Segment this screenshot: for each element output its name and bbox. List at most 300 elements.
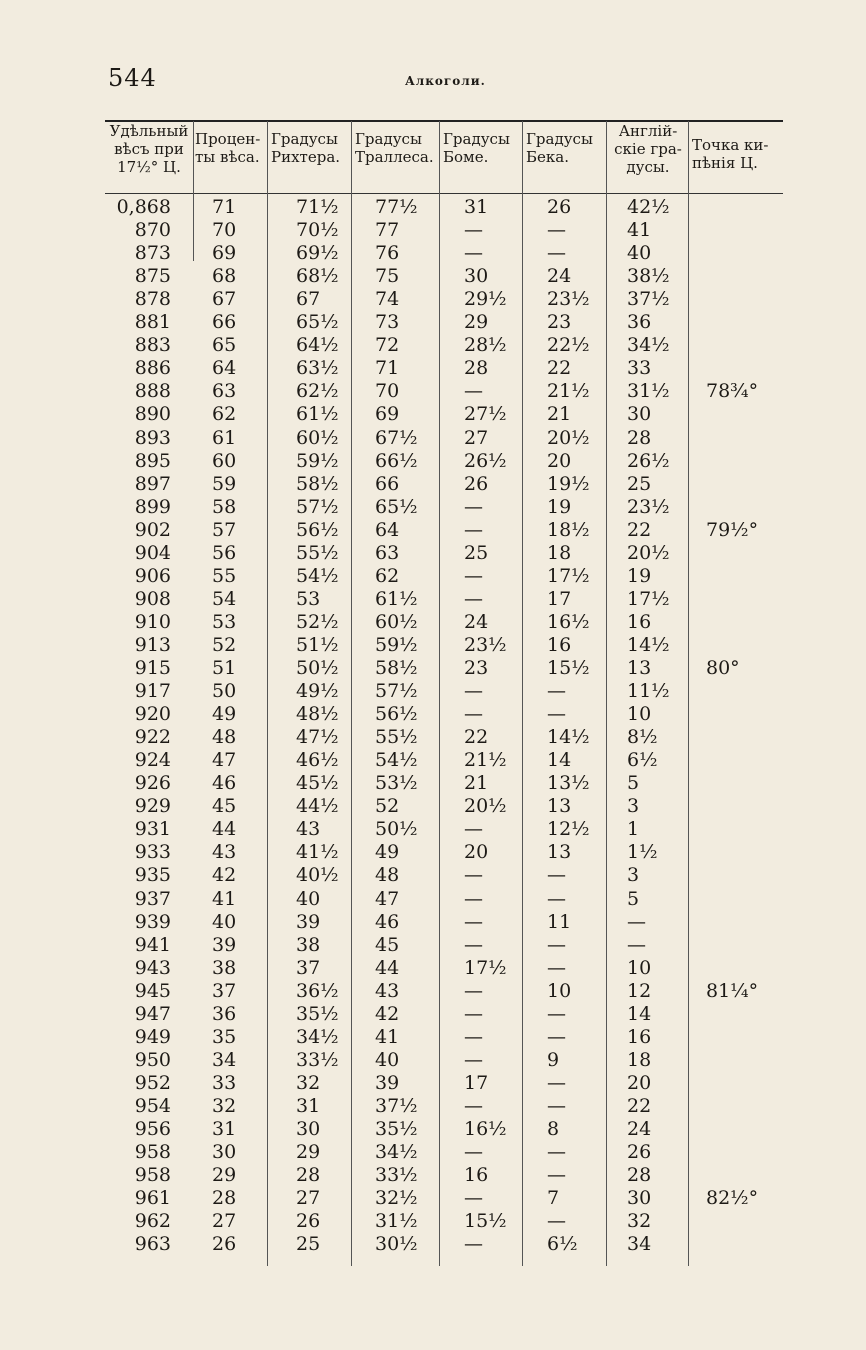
cell-english: 10 (627, 956, 652, 979)
cell-tralles: 72 (375, 334, 400, 357)
cell-specific-gravity: 947 (134, 1002, 171, 1025)
cell-english: 6½ (627, 749, 658, 772)
cell-baume: 29½ (464, 288, 507, 311)
cell-richter: 61½ (296, 403, 339, 426)
cell-richter: 30 (296, 1118, 321, 1140)
cell-beck: — (547, 1094, 566, 1117)
cell-beck: 13½ (547, 772, 590, 795)
cell-richter: 53 (296, 587, 321, 610)
cell-baume: 28 (464, 357, 489, 380)
table-row (0, 519, 866, 542)
cell-tralles: 74 (375, 288, 400, 311)
cell-beck: 18½ (547, 518, 590, 541)
cell-richter: 69½ (296, 242, 339, 265)
table-row (0, 1049, 866, 1072)
cell-tralles: 63 (375, 541, 400, 564)
cell-richter: 65½ (296, 311, 339, 334)
header-boiling-point: Точка ки-пѣнія Ц. (692, 136, 769, 172)
table-row (0, 749, 866, 772)
cell-english: 20½ (627, 541, 670, 564)
cell-beck: 21½ (547, 380, 590, 403)
cell-english: 5 (627, 772, 640, 795)
cell-english: 12 (627, 979, 652, 1002)
cell-richter: 38 (296, 933, 321, 956)
cell-english: 34 (627, 1233, 652, 1256)
cell-english: 16 (627, 610, 652, 633)
cell-percent-weight: 38 (212, 956, 237, 979)
header-percent-weight: Процен-ты вѣса. (195, 130, 261, 166)
cell-tralles: 48 (375, 864, 400, 887)
header-beck: Градусы Бека. (526, 130, 593, 166)
cell-percent-weight: 44 (212, 818, 237, 841)
cell-baume: — (464, 1141, 483, 1164)
cell-tralles: 35½ (375, 1118, 418, 1140)
cell-tralles: 73 (375, 311, 400, 334)
cell-specific-gravity: 956 (134, 1118, 171, 1140)
cell-beck: 19 (547, 495, 572, 518)
cell-richter: 37 (296, 956, 321, 979)
cell-english: 19 (627, 564, 652, 587)
cell-baume: 16 (464, 1164, 489, 1187)
cell-tralles: 56½ (375, 703, 418, 726)
cell-beck: 17 (547, 587, 572, 610)
cell-tralles: 66½ (375, 449, 418, 472)
cell-specific-gravity: 917 (134, 680, 171, 703)
cell-specific-gravity: 873 (134, 242, 171, 265)
cell-boiling-point: 82½° (706, 1187, 759, 1210)
cell-specific-gravity: 886 (134, 357, 171, 380)
cell-richter: 34½ (296, 1025, 339, 1048)
cell-tralles: 60½ (375, 610, 418, 633)
cell-specific-gravity: 963 (134, 1233, 171, 1256)
header-english: Англій-скіе гра-дусы. (614, 122, 682, 176)
cell-percent-weight: 30 (212, 1141, 237, 1164)
cell-english: 40 (627, 242, 652, 265)
cell-baume: — (464, 380, 483, 403)
cell-boiling-point: 80° (706, 657, 740, 679)
cell-english: 16 (627, 1025, 652, 1048)
cell-specific-gravity: 958 (134, 1141, 171, 1164)
cell-beck: — (547, 887, 566, 910)
cell-boiling-point: 78¾° (706, 380, 759, 403)
table-row (0, 772, 866, 795)
cell-richter: 52½ (296, 610, 339, 633)
table-row (0, 496, 866, 519)
table-row (0, 911, 866, 934)
cell-percent-weight: 35 (212, 1025, 237, 1048)
table-row (0, 334, 866, 357)
cell-english: 28 (627, 426, 652, 449)
cell-english: 26½ (627, 449, 670, 472)
cell-english: 34½ (627, 334, 670, 357)
cell-richter: 70½ (296, 219, 339, 242)
cell-percent-weight: 69 (212, 242, 237, 265)
cell-percent-weight: 58 (212, 495, 237, 518)
cell-specific-gravity: 888 (134, 380, 171, 403)
cell-english: 32 (627, 1210, 652, 1233)
table-row (0, 864, 866, 887)
cell-percent-weight: 27 (212, 1210, 237, 1233)
cell-specific-gravity: 931 (134, 818, 171, 841)
table-row (0, 657, 866, 680)
cell-tralles: 34½ (375, 1141, 418, 1164)
cell-richter: 58½ (296, 472, 339, 495)
running-head: Алкоголи. (405, 74, 486, 88)
cell-percent-weight: 34 (212, 1048, 237, 1071)
cell-beck: — (547, 1141, 566, 1164)
cell-english: 3 (627, 795, 640, 818)
table-row (0, 795, 866, 818)
cell-tralles: 45 (375, 933, 400, 956)
cell-specific-gravity: 952 (134, 1071, 171, 1094)
cell-english: 14½ (627, 633, 670, 656)
cell-richter: 43 (296, 818, 321, 841)
cell-english: 30 (627, 1187, 652, 1210)
cell-percent-weight: 52 (212, 633, 237, 656)
cell-specific-gravity: 935 (134, 864, 171, 887)
cell-beck: 20 (547, 449, 572, 472)
cell-specific-gravity: 958 (134, 1164, 171, 1187)
cell-tralles: 42 (375, 1002, 400, 1025)
cell-beck: — (547, 1002, 566, 1025)
cell-baume: — (464, 887, 483, 910)
table-row (0, 1003, 866, 1026)
cell-beck: — (547, 219, 566, 242)
cell-richter: 60½ (296, 426, 339, 449)
cell-richter: 50½ (296, 657, 339, 679)
cell-tralles: 49 (375, 841, 400, 864)
cell-baume: — (464, 518, 483, 541)
cell-tralles: 61½ (375, 587, 418, 610)
cell-english: 24 (627, 1118, 652, 1140)
table-row (0, 1026, 866, 1049)
cell-beck: 13 (547, 841, 572, 864)
cell-percent-weight: 65 (212, 334, 237, 357)
cell-percent-weight: 55 (212, 564, 237, 587)
cell-baume: 21½ (464, 749, 507, 772)
cell-percent-weight: 50 (212, 680, 237, 703)
cell-baume: — (464, 818, 483, 841)
cell-tralles: 65½ (375, 495, 418, 518)
cell-baume: 22 (464, 726, 489, 749)
header-specific-gravity: Удѣльный вѣсъ при 17½° Ц. (109, 122, 189, 176)
cell-baume: 28½ (464, 334, 507, 357)
cell-baume: — (464, 1233, 483, 1256)
cell-specific-gravity: 926 (134, 772, 171, 795)
cell-richter: 49½ (296, 680, 339, 703)
cell-tralles: 70 (375, 380, 400, 403)
cell-specific-gravity: 922 (134, 726, 171, 749)
cell-english: 17½ (627, 587, 670, 610)
cell-specific-gravity: 875 (134, 265, 171, 288)
cell-specific-gravity: 890 (134, 403, 171, 426)
cell-english: 22 (627, 1094, 652, 1117)
cell-baume: 31 (464, 196, 489, 218)
cell-specific-gravity: 0,868 (116, 196, 171, 218)
cell-richter: 62½ (296, 380, 339, 403)
cell-baume: 23 (464, 657, 489, 679)
table-row (0, 473, 866, 496)
cell-baume: 25 (464, 541, 489, 564)
cell-richter: 48½ (296, 703, 339, 726)
table-row (0, 1141, 866, 1164)
cell-tralles: 32½ (375, 1187, 418, 1210)
header-baume: Градусы Боме. (443, 130, 510, 166)
cell-english: — (627, 910, 646, 933)
cell-english: 26 (627, 1141, 652, 1164)
cell-tralles: 44 (375, 956, 400, 979)
cell-tralles: 46 (375, 910, 400, 933)
cell-richter: 45½ (296, 772, 339, 795)
cell-specific-gravity: 949 (134, 1025, 171, 1048)
cell-english: 42½ (627, 196, 670, 218)
table-row (0, 818, 866, 841)
cell-percent-weight: 66 (212, 311, 237, 334)
cell-percent-weight: 49 (212, 703, 237, 726)
table-row (0, 357, 866, 380)
table-row (0, 288, 866, 311)
cell-tralles: 71 (375, 357, 400, 380)
cell-tralles: 77½ (375, 196, 418, 218)
table-row (0, 219, 866, 242)
cell-percent-weight: 33 (212, 1071, 237, 1094)
cell-tralles: 47 (375, 887, 400, 910)
cell-richter: 40½ (296, 864, 339, 887)
cell-percent-weight: 60 (212, 449, 237, 472)
cell-baume: — (464, 1025, 483, 1048)
table-row (0, 542, 866, 565)
cell-specific-gravity: 945 (134, 979, 171, 1002)
cell-beck: 17½ (547, 564, 590, 587)
cell-specific-gravity: 933 (134, 841, 171, 864)
cell-specific-gravity: 954 (134, 1094, 171, 1117)
table-row (0, 380, 866, 403)
cell-percent-weight: 64 (212, 357, 237, 380)
table-row (0, 680, 866, 703)
cell-baume: — (464, 1094, 483, 1117)
cell-baume: — (464, 1002, 483, 1025)
cell-specific-gravity: 899 (134, 495, 171, 518)
cell-beck: 8 (547, 1118, 560, 1140)
cell-specific-gravity: 893 (134, 426, 171, 449)
cell-english: 10 (627, 703, 652, 726)
cell-baume: 24 (464, 610, 489, 633)
cell-baume: 27½ (464, 403, 507, 426)
cell-percent-weight: 48 (212, 726, 237, 749)
cell-percent-weight: 63 (212, 380, 237, 403)
cell-baume: — (464, 564, 483, 587)
cell-specific-gravity: 961 (134, 1187, 171, 1210)
cell-english: 41 (627, 219, 652, 242)
cell-beck: — (547, 864, 566, 887)
cell-beck: 26 (547, 196, 572, 218)
cell-richter: 28 (296, 1164, 321, 1187)
cell-english: 25 (627, 472, 652, 495)
cell-tralles: 64 (375, 518, 400, 541)
table-row (0, 611, 866, 634)
cell-english: 36 (627, 311, 652, 334)
cell-richter: 31 (296, 1094, 321, 1117)
cell-baume: 30 (464, 265, 489, 288)
cell-tralles: 76 (375, 242, 400, 265)
cell-percent-weight: 31 (212, 1118, 237, 1140)
cell-specific-gravity: 902 (134, 518, 171, 541)
cell-beck: 10 (547, 979, 572, 1002)
cell-percent-weight: 36 (212, 1002, 237, 1025)
cell-percent-weight: 47 (212, 749, 237, 772)
cell-specific-gravity: 870 (134, 219, 171, 242)
table-row (0, 934, 866, 957)
cell-specific-gravity: 939 (134, 910, 171, 933)
cell-specific-gravity: 904 (134, 541, 171, 564)
cell-percent-weight: 51 (212, 657, 237, 679)
cell-baume: — (464, 1187, 483, 1210)
cell-percent-weight: 43 (212, 841, 237, 864)
cell-percent-weight: 54 (212, 587, 237, 610)
cell-beck: 16½ (547, 610, 590, 633)
table-row (0, 1210, 866, 1233)
cell-specific-gravity: 950 (134, 1048, 171, 1071)
cell-richter: 67 (296, 288, 321, 311)
cell-beck: — (547, 680, 566, 703)
cell-baume: 17½ (464, 956, 507, 979)
cell-percent-weight: 59 (212, 472, 237, 495)
cell-beck: 21 (547, 403, 572, 426)
table-row (0, 703, 866, 726)
table-row (0, 980, 866, 1003)
cell-beck: 16 (547, 633, 572, 656)
cell-beck: — (547, 1071, 566, 1094)
cell-baume: — (464, 910, 483, 933)
cell-english: 13 (627, 657, 652, 679)
cell-english: 22 (627, 518, 652, 541)
table-row (0, 450, 866, 473)
cell-beck: 13 (547, 795, 572, 818)
table-row (0, 565, 866, 588)
cell-specific-gravity: 929 (134, 795, 171, 818)
cell-percent-weight: 42 (212, 864, 237, 887)
cell-beck: 12½ (547, 818, 590, 841)
cell-richter: 35½ (296, 1002, 339, 1025)
cell-english: 3 (627, 864, 640, 887)
cell-english: 5 (627, 887, 640, 910)
table-row (0, 957, 866, 980)
cell-richter: 46½ (296, 749, 339, 772)
cell-beck: 15½ (547, 657, 590, 679)
cell-beck: 24 (547, 265, 572, 288)
table-row (0, 726, 866, 749)
cell-percent-weight: 53 (212, 610, 237, 633)
cell-percent-weight: 26 (212, 1233, 237, 1256)
cell-tralles: 66 (375, 472, 400, 495)
table-row (0, 588, 866, 611)
cell-specific-gravity: 906 (134, 564, 171, 587)
cell-baume: 17 (464, 1071, 489, 1094)
table-row (0, 427, 866, 450)
cell-richter: 32 (296, 1071, 321, 1094)
cell-percent-weight: 32 (212, 1094, 237, 1117)
table-row (0, 265, 866, 288)
cell-specific-gravity: 895 (134, 449, 171, 472)
cell-richter: 44½ (296, 795, 339, 818)
cell-percent-weight: 70 (212, 219, 237, 242)
cell-percent-weight: 67 (212, 288, 237, 311)
table-row (0, 403, 866, 426)
cell-richter: 33½ (296, 1048, 339, 1071)
cell-tralles: 69 (375, 403, 400, 426)
table-row (0, 311, 866, 334)
cell-beck: 23 (547, 311, 572, 334)
cell-percent-weight: 56 (212, 541, 237, 564)
cell-beck: — (547, 933, 566, 956)
cell-english: 37½ (627, 288, 670, 311)
cell-percent-weight: 45 (212, 795, 237, 818)
cell-specific-gravity: 908 (134, 587, 171, 610)
cell-specific-gravity: 943 (134, 956, 171, 979)
cell-baume: 27 (464, 426, 489, 449)
cell-percent-weight: 37 (212, 979, 237, 1002)
cell-tralles: 77 (375, 219, 400, 242)
cell-baume: — (464, 703, 483, 726)
cell-percent-weight: 68 (212, 265, 237, 288)
cell-tralles: 41 (375, 1025, 400, 1048)
cell-beck: — (547, 242, 566, 265)
table-row (0, 888, 866, 911)
cell-baume: 26 (464, 472, 489, 495)
cell-beck: — (547, 1164, 566, 1187)
cell-english: 14 (627, 1002, 652, 1025)
cell-percent-weight: 28 (212, 1187, 237, 1210)
cell-richter: 27 (296, 1187, 321, 1210)
cell-english: 38½ (627, 265, 670, 288)
cell-tralles: 53½ (375, 772, 418, 795)
cell-richter: 39 (296, 910, 321, 933)
cell-beck: 19½ (547, 472, 590, 495)
cell-beck: 6½ (547, 1233, 578, 1256)
table-row (0, 1118, 866, 1141)
cell-specific-gravity: 941 (134, 933, 171, 956)
cell-richter: 47½ (296, 726, 339, 749)
cell-baume: 29 (464, 311, 489, 334)
cell-baume: — (464, 1048, 483, 1071)
cell-percent-weight: 71 (212, 196, 237, 218)
table-row (0, 841, 866, 864)
cell-specific-gravity: 897 (134, 472, 171, 495)
cell-percent-weight: 39 (212, 933, 237, 956)
cell-baume: — (464, 242, 483, 265)
cell-tralles: 33½ (375, 1164, 418, 1187)
table-row (0, 1187, 866, 1210)
cell-baume: 21 (464, 772, 489, 795)
table-row (0, 634, 866, 657)
cell-baume: 15½ (464, 1210, 507, 1233)
cell-beck: 20½ (547, 426, 590, 449)
cell-beck: 7 (547, 1187, 560, 1210)
cell-tralles: 62 (375, 564, 400, 587)
cell-boiling-point: 79½° (706, 518, 759, 541)
cell-percent-weight: 40 (212, 910, 237, 933)
cell-beck: — (547, 956, 566, 979)
cell-english: 20 (627, 1071, 652, 1094)
cell-tralles: 57½ (375, 680, 418, 703)
table-row (0, 242, 866, 265)
cell-english: 1 (627, 818, 640, 841)
cell-specific-gravity: 937 (134, 887, 171, 910)
cell-richter: 57½ (296, 495, 339, 518)
cell-baume: — (464, 933, 483, 956)
cell-percent-weight: 61 (212, 426, 237, 449)
cell-richter: 55½ (296, 541, 339, 564)
